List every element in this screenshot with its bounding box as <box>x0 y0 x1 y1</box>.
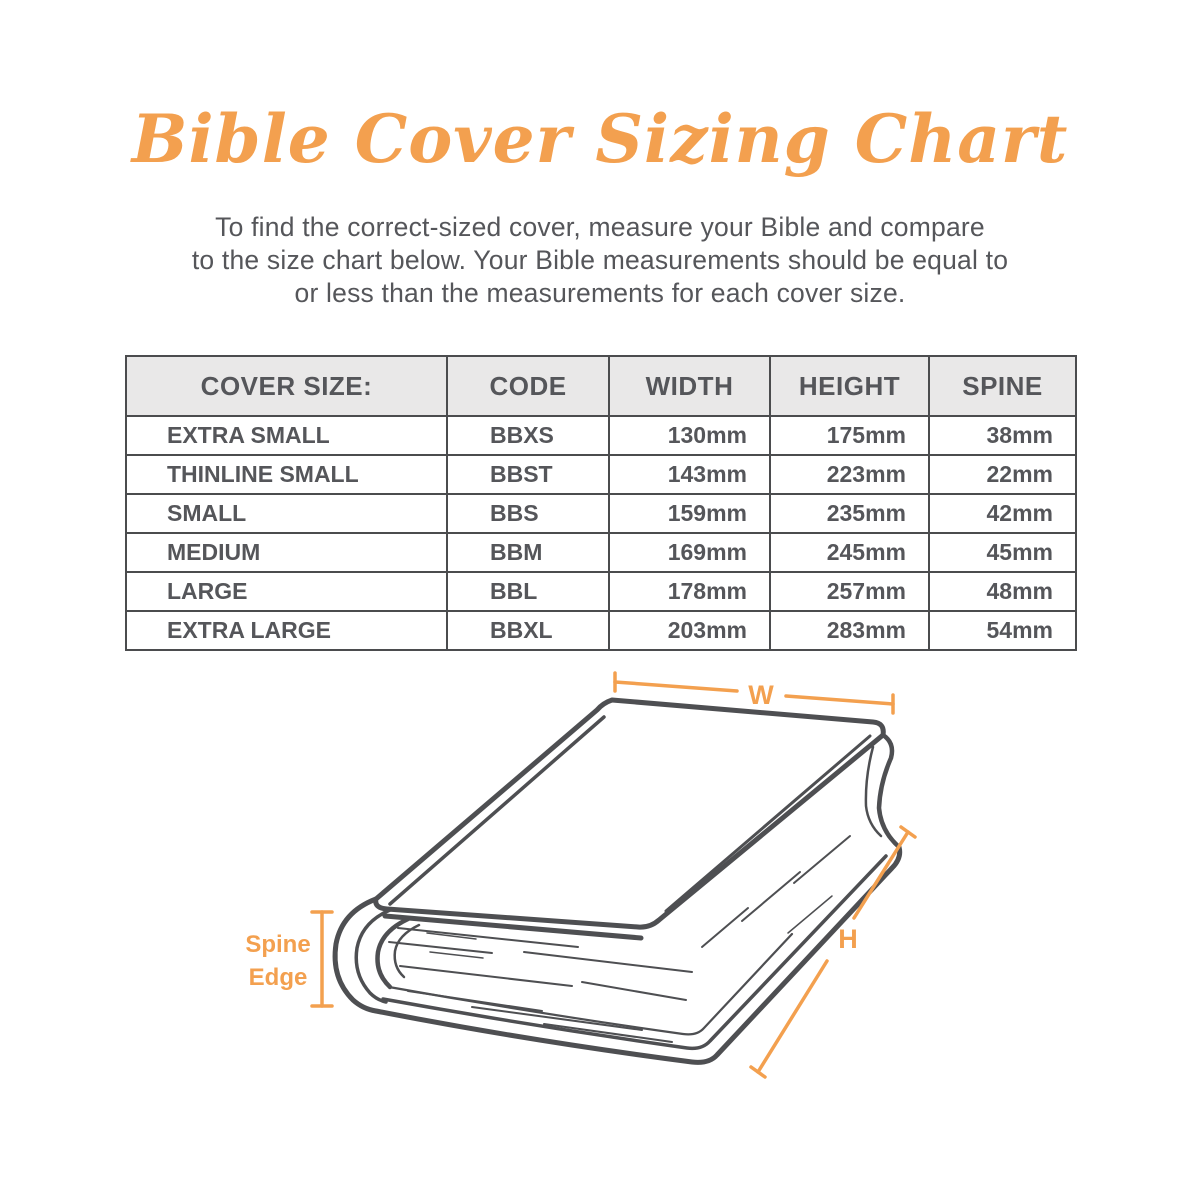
cell-code: BBS <box>447 494 609 533</box>
table-row <box>126 533 1076 572</box>
cell-spine: 48mm <box>929 572 1076 611</box>
table-row <box>126 611 1076 650</box>
spine-edge-label-line-1: Spine <box>245 931 311 958</box>
intro-line-3: or less than the measurements for each cover size. <box>294 278 906 308</box>
spine-edge-label <box>245 931 310 991</box>
cell-size: THINLINE SMALL <box>126 455 447 494</box>
cell-width: 178mm <box>609 572 770 611</box>
cell-spine: 45mm <box>929 533 1076 572</box>
cell-code: BBXL <box>447 611 609 650</box>
cell-size: SMALL <box>126 494 447 533</box>
cell-code: BBST <box>447 455 609 494</box>
width-dimension-label: W <box>748 680 774 710</box>
table-row <box>126 494 1076 533</box>
intro-line-2: to the size chart below. Your Bible measurements should be equal to <box>191 245 1009 275</box>
cell-height: 257mm <box>770 572 929 611</box>
height-dimension-label: H <box>838 924 858 954</box>
spine-edge-dimension-line <box>312 912 332 1006</box>
cell-width: 143mm <box>609 455 770 494</box>
cell-spine: 22mm <box>929 455 1076 494</box>
cell-height: 235mm <box>770 494 929 533</box>
table-row <box>126 416 1076 455</box>
cell-height: 223mm <box>770 455 929 494</box>
cell-height: 283mm <box>770 611 929 650</box>
spine-edge-label-line-2: Edge <box>248 964 308 991</box>
sizing-table <box>125 355 1077 651</box>
header-cover-size: COVER SIZE: <box>126 356 447 416</box>
book-line-art <box>335 700 900 1062</box>
header-height: HEIGHT <box>770 356 929 416</box>
cell-width: 203mm <box>609 611 770 650</box>
cell-height: 175mm <box>770 416 929 455</box>
intro-text <box>0 211 1200 310</box>
cell-width: 130mm <box>609 416 770 455</box>
cell-code: BBM <box>447 533 609 572</box>
cell-size: EXTRA SMALL <box>126 416 447 455</box>
header-code: CODE <box>447 356 609 416</box>
page-title: Bible Cover Sizing Chart <box>131 100 1069 178</box>
cell-size: MEDIUM <box>126 533 447 572</box>
cell-size: LARGE <box>126 572 447 611</box>
cell-code: BBXS <box>447 416 609 455</box>
cell-spine: 38mm <box>929 416 1076 455</box>
cell-spine: 54mm <box>929 611 1076 650</box>
cell-width: 169mm <box>609 533 770 572</box>
table-header-row <box>126 356 1076 416</box>
table-row <box>126 572 1076 611</box>
cell-code: BBL <box>447 572 609 611</box>
intro-line-1: To find the correct-sized cover, measure your Bible and compare <box>215 212 985 242</box>
cell-width: 159mm <box>609 494 770 533</box>
table-row <box>126 455 1076 494</box>
header-width: WIDTH <box>609 356 770 416</box>
cell-spine: 42mm <box>929 494 1076 533</box>
book-illustration <box>240 660 1020 1150</box>
header-spine: SPINE <box>929 356 1076 416</box>
cell-size: EXTRA LARGE <box>126 611 447 650</box>
cell-height: 245mm <box>770 533 929 572</box>
